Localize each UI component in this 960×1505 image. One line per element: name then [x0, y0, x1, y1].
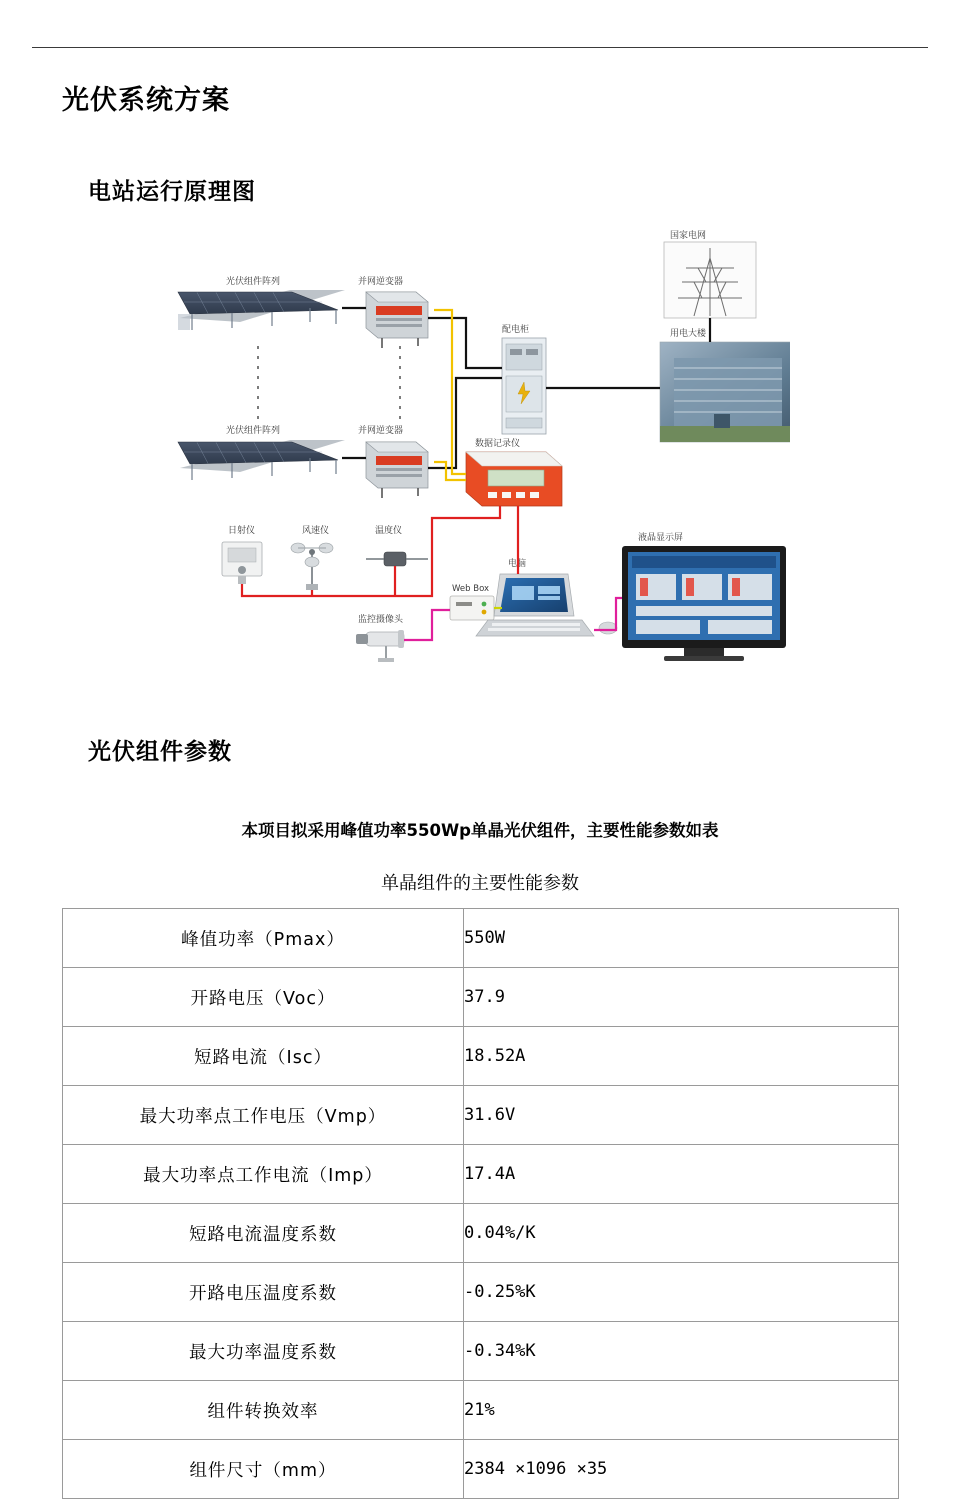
label-webbox: Web Box — [452, 584, 490, 594]
table-row — [63, 1145, 899, 1204]
table-row — [63, 1263, 899, 1322]
anemometer — [291, 543, 333, 590]
label-cabinet: 配电柜 — [502, 325, 530, 335]
table-row — [63, 909, 899, 968]
param-key: 短路电流（Isc） — [63, 1027, 464, 1086]
page-title: 光伏系统方案 — [62, 85, 230, 116]
param-key: 开路电压（Voc） — [63, 968, 464, 1027]
param-key: 短路电流温度系数 — [63, 1204, 464, 1263]
param-value: -0.25%K — [464, 1263, 899, 1322]
table-row — [63, 968, 899, 1027]
label-camera: 监控摄像头 — [358, 615, 404, 625]
label-building: 用电大楼 — [670, 329, 707, 339]
label-inverter1: 并网逆变器 — [358, 277, 404, 287]
table-caption: 单晶组件的主要性能参数 — [381, 873, 579, 894]
param-value: 31.6V — [464, 1086, 899, 1145]
label-anemometer: 风速仪 — [302, 526, 330, 536]
label-array1: 光伏组件阵列 — [226, 277, 281, 287]
table-row — [63, 1086, 899, 1145]
intro-paragraph: 本项目拟采用峰值功率550Wp单晶光伏组件，主要性能参数如表 — [241, 821, 719, 840]
thermometer — [366, 552, 428, 566]
office-building — [660, 342, 790, 442]
param-key: 最大功率点工作电压（Vmp） — [63, 1086, 464, 1145]
param-value: 2384 ×1096 ×35 — [464, 1440, 899, 1499]
data-logger — [466, 452, 562, 506]
web-box — [450, 596, 494, 620]
system-diagram — [170, 218, 790, 688]
label-logger: 数据记录仪 — [475, 439, 521, 449]
distribution-cabinet — [502, 338, 546, 434]
param-value: 0.04%/K — [464, 1204, 899, 1263]
grid-tower — [664, 242, 756, 318]
inverter-1 — [366, 292, 428, 348]
label-array2: 光伏组件阵列 — [226, 426, 281, 436]
param-key: 最大功率温度系数 — [63, 1322, 464, 1381]
label-thermometer: 温度仪 — [375, 526, 403, 536]
lcd-display — [622, 546, 786, 661]
label-grid: 国家电网 — [670, 231, 707, 241]
label-computer: 电脑 — [508, 559, 527, 569]
table-row — [63, 1322, 899, 1381]
table-body — [63, 909, 899, 1499]
param-value: 21% — [464, 1381, 899, 1440]
param-value: -0.34%K — [464, 1322, 899, 1381]
table-row — [63, 1440, 899, 1499]
surveillance-camera — [356, 630, 404, 662]
pv-array-2 — [178, 440, 345, 480]
table-row — [63, 1204, 899, 1263]
param-key: 开路电压温度系数 — [63, 1263, 464, 1322]
pv-array-1 — [178, 290, 345, 330]
inverter-2 — [366, 442, 428, 498]
section-heading-params: 光伏组件参数 — [88, 739, 232, 765]
param-key: 组件尺寸（mm） — [63, 1440, 464, 1499]
param-key: 峰值功率（Pmax） — [63, 909, 464, 968]
header-divider — [32, 47, 928, 48]
param-value: 18.52A — [464, 1027, 899, 1086]
param-value: 17.4A — [464, 1145, 899, 1204]
computer — [476, 574, 617, 636]
param-key: 最大功率点工作电流（Imp） — [63, 1145, 464, 1204]
table-row — [63, 1027, 899, 1086]
param-value: 37.9 — [464, 968, 899, 1027]
param-key: 组件转换效率 — [63, 1381, 464, 1440]
label-display: 液晶显示屏 — [638, 533, 684, 543]
module-parameters-table — [62, 908, 899, 1499]
param-value: 550W — [464, 909, 899, 968]
label-inverter2: 并网逆变器 — [358, 426, 404, 436]
table-row — [63, 1381, 899, 1440]
section-heading-diagram: 电站运行原理图 — [88, 179, 256, 205]
label-pyranometer: 日射仪 — [228, 526, 256, 536]
pyranometer — [222, 542, 262, 584]
